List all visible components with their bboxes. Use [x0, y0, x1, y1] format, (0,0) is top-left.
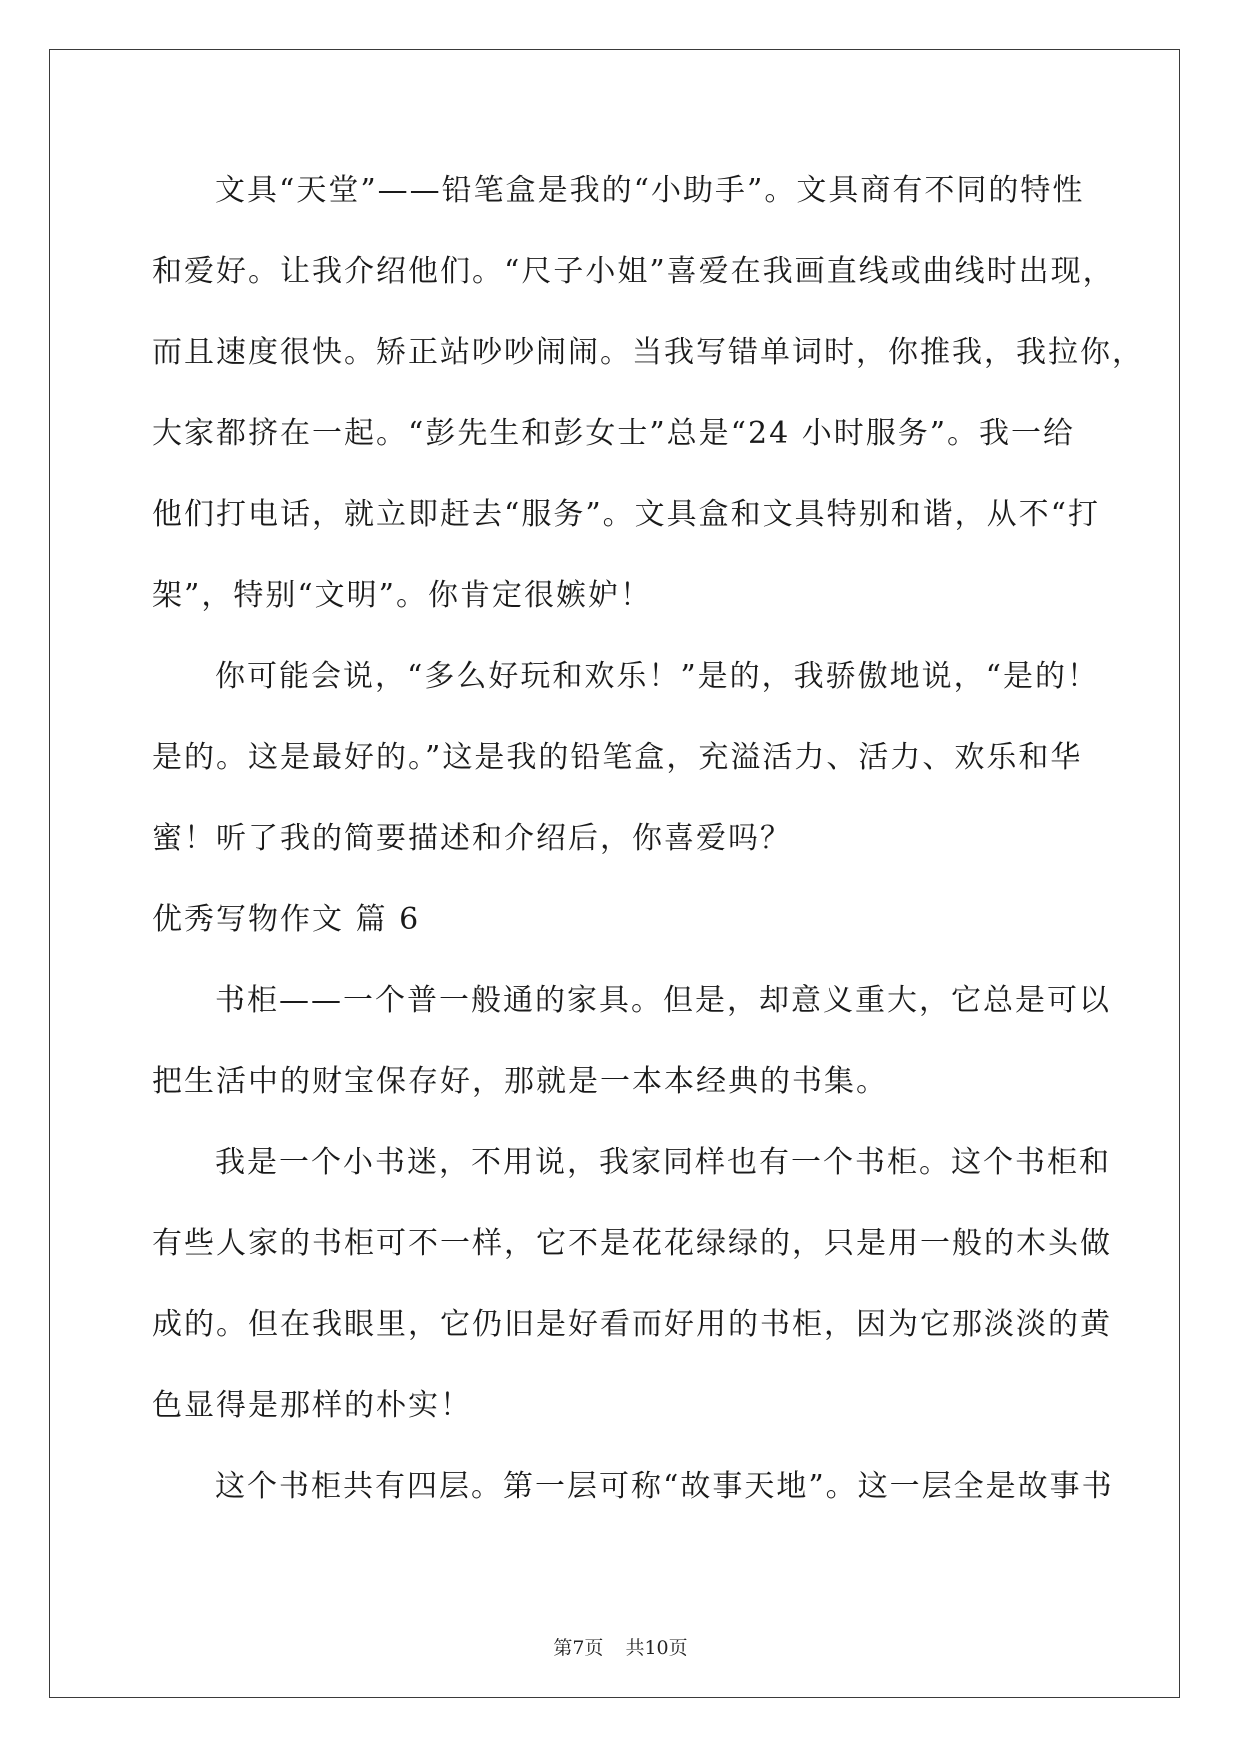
page-total: 共10页 — [625, 1637, 688, 1659]
paragraph-line: 色显得是那样的朴实！ — [152, 1388, 472, 1423]
paragraph-line: 有些人家的书柜可不一样，它不是花花绿绿的，只是用一般的木头做 — [152, 1226, 1112, 1261]
paragraph-line: 书柜——一个普一般通的家具。但是，却意义重大，它总是可以 — [215, 983, 1111, 1018]
paragraph-line: 是的。这是最好的。”这是我的铅笔盒，充溢活力、活力、欢乐和华 — [152, 740, 1083, 775]
document-body — [152, 150, 1144, 1527]
paragraph-line: 这个书柜共有四层。第一层可称“故事天地”。这一层全是故事书 — [215, 1469, 1114, 1504]
paragraph-line: 他们打电话，就立即赶去“服务”。文具盒和文具特别和谐，从不“打 — [152, 497, 1101, 532]
page-footer — [0, 1633, 1241, 1660]
paragraph-line: 我是一个小书迷，不用说，我家同样也有一个书柜。这个书柜和 — [215, 1145, 1111, 1180]
page-number: 第7页 — [553, 1637, 604, 1659]
paragraph-line: 你可能会说，“多么好玩和欢乐！”是的，我骄傲地说，“是的！ — [215, 659, 1100, 694]
paragraph-line: 蜜！听了我的简要描述和介绍后，你喜爱吗？ — [152, 821, 792, 856]
paragraph-line: 而且速度很快。矫正站吵吵闹闹。当我写错单词时，你推我，我拉你， — [152, 335, 1144, 370]
paragraph-line: 大家都挤在一起。“彭先生和彭女士”总是“24 小时服务”。我一给 — [152, 416, 1076, 451]
paragraph-line: 和爱好。让我介绍他们。“尺子小姐”喜爱在我画直线或曲线时出现， — [152, 254, 1115, 289]
paragraph-line: 架”，特别“文明”。你肯定很嫉妒！ — [152, 578, 653, 613]
section-heading: 优秀写物作文 篇 6 — [152, 902, 421, 937]
paragraph-line: 成的。但在我眼里，它仍旧是好看而好用的书柜，因为它那淡淡的黄 — [152, 1307, 1112, 1342]
paragraph-line: 文具“天堂”——铅笔盒是我的“小助手”。文具商有不同的特性 — [215, 173, 1085, 208]
paragraph-line: 把生活中的财宝保存好，那就是一本本经典的书集。 — [152, 1064, 888, 1099]
